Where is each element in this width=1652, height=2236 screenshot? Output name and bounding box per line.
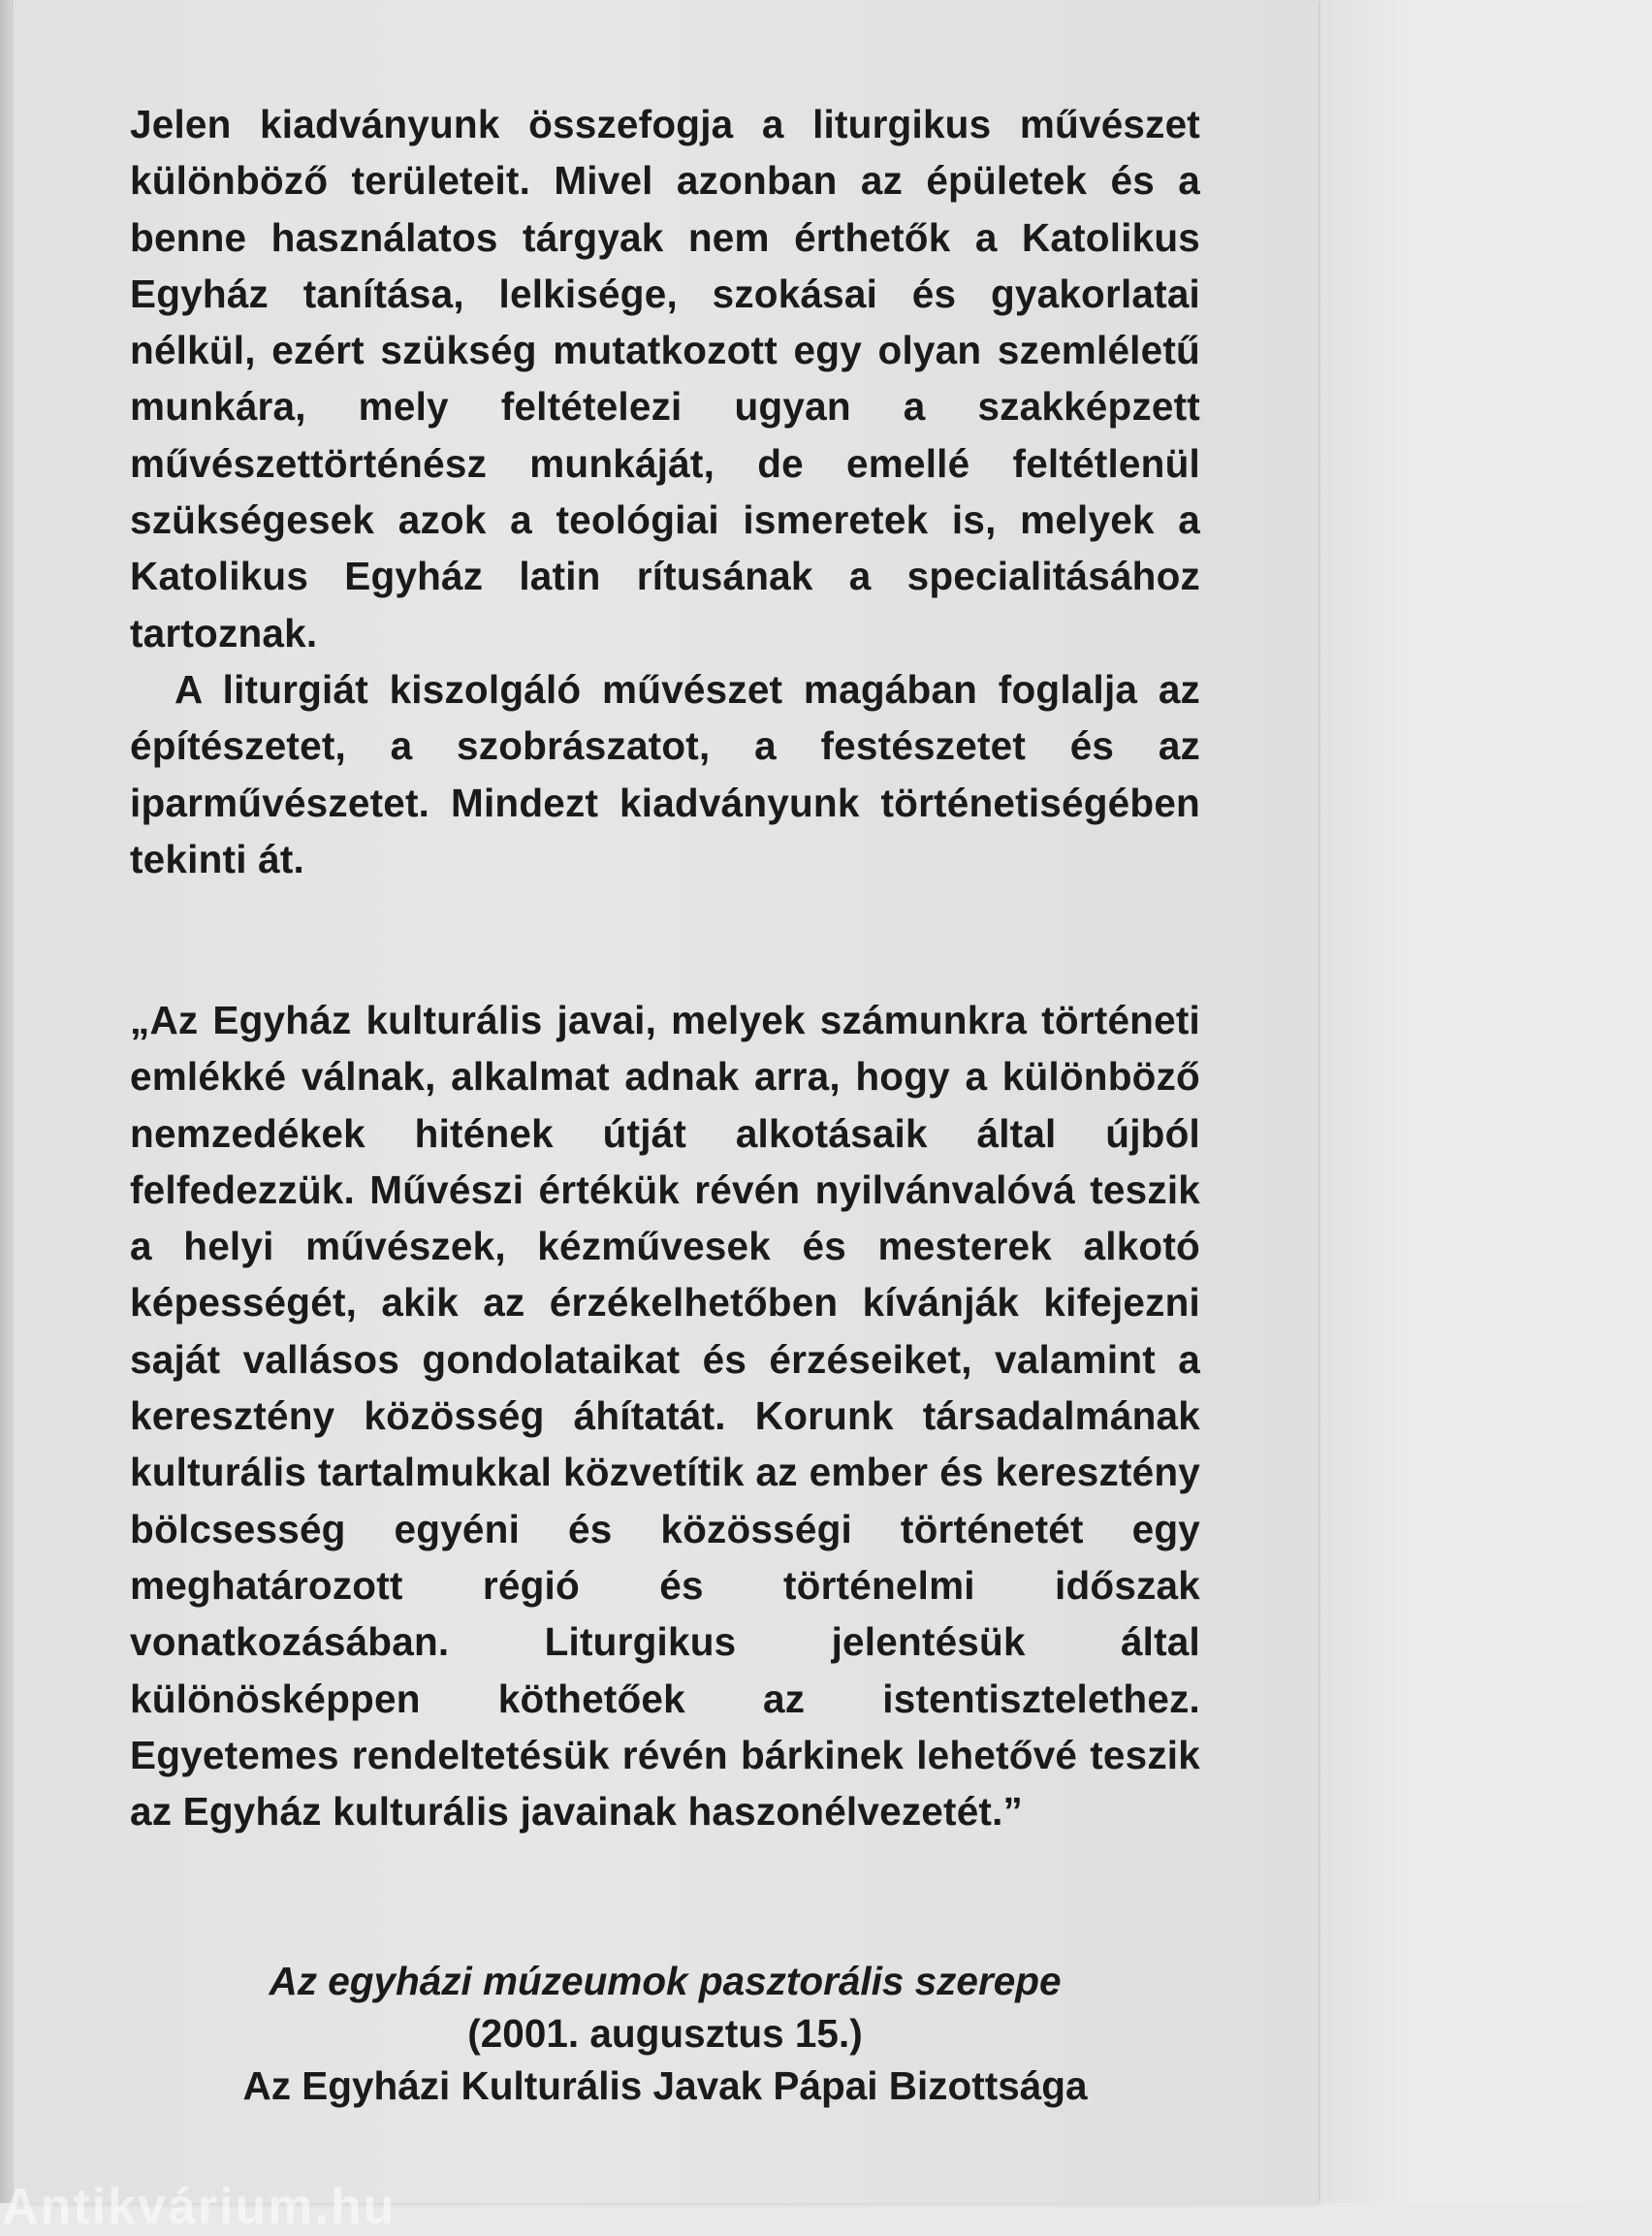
quote-paragraph: „Az Egyház kulturális javai, melyek számunkra történeti emlékké válnak, alkalmat adnak arra, hogy a különböző nemzedékek hitének útját alkotásaik által újból felfedezzük. Művészi értékük révén nyilvánvalóvá teszik a helyi művészek, kézművesek és mesterek alkotó képességét, akik az érzékelhetőben kívánják kifejezni saját vallásos gondolataikat és érzéseiket, valamint a keresztény közösség áhítatát. Korunk társadalmának kulturális tartalmukkal közvetítik az ember és keresztény bölcsesség egyéni és közösségi történetét egy meghatározott régió és történelmi időszak vonatkozásában. Liturgikus jelentésük által különösképpen köthetőek az istentisztelethez. Egyetemes rendeltetésük révén bárkinek lehetővé teszik az Egyház kulturális javainak haszonélvezetét.” xyxy=(130,998,1200,1835)
intro-paragraph-2: A liturgiát kiszolgáló művészet magában foglalja az építészetet, a szobrászatot, a festészetet és az iparművészetet. Mindezt kiadványunk történetiségében tekinti át. xyxy=(130,666,1200,881)
watermark: Antikvárium.hu xyxy=(2,2179,397,2235)
intro-section xyxy=(130,96,1200,887)
intro-paragraph-1: Jelen kiadványunk összefogja a liturgikus művészet különböző területeit. Mivel azonban az épületek és a benne használatos tárgyak nem érthetők a Katolikus Egyház tanítása, lelkisége, szokásai és gyakorlatai nélkül, ezért szükség mutatkozott egy olyan szemléletű munkára, mely feltételezi ugyan a szakképzett művészettörténész munkáját, de emellé feltétlenül szükségesek azok a teológiai ismeretek is, melyek a Katolikus Egyház latin rítusának a specialitásához tartoznak. xyxy=(130,102,1200,655)
source-date: (2001. augusztus 15.) xyxy=(467,2011,863,2056)
background-surface xyxy=(1320,0,1652,2203)
source-author: Az Egyházi Kulturális Javak Pápai Bizottsága xyxy=(242,2063,1088,2108)
source-title: Az egyházi múzeumok pasztorális szerepe xyxy=(269,1959,1062,2003)
quote-section xyxy=(130,992,1200,1839)
quote-source xyxy=(130,1955,1200,2112)
book-spine-edge xyxy=(0,0,14,2203)
